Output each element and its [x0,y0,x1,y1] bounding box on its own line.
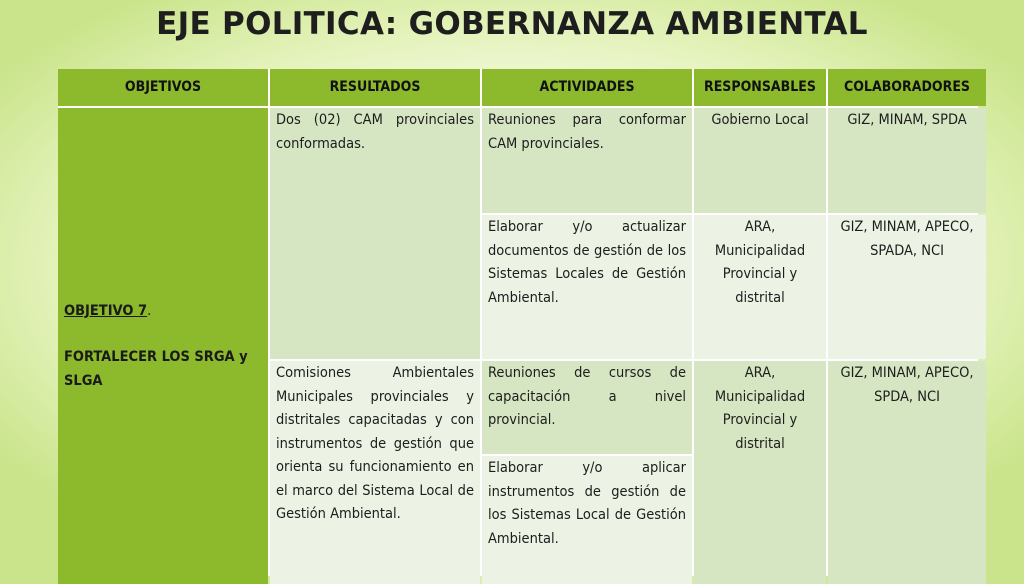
header-colaboradores: COLABORADORES [828,69,986,106]
header-objetivos: OBJETIVOS [58,69,268,106]
activity-cell-3: Reuniones de cursos de capacitación a nivel provincial. [482,361,692,454]
activity-cell-2: Elaborar y/o actualizar documentos de gestión de los Sistemas Locales de Gestión Ambiental. [482,215,692,359]
responsable-cell-2: ARA, Municipalidad Provincial y distrital [694,215,826,359]
governance-table [58,69,978,576]
responsable-cell-1: Gobierno Local [694,108,826,213]
colaborador-cell-3: GIZ, MINAM, APECO, SPDA, NCI [828,361,986,584]
header-resultados: RESULTADOS [270,69,480,106]
colaborador-cell-2: GIZ, MINAM, APECO, SPADA, NCI [828,215,986,359]
page-title: EJE POLITICA: GOBERNANZA AMBIENTAL [156,6,868,42]
result-cell-2: Comisiones Ambientales Municipales provinciales y distritales capacitadas y con instrumentos de gestión que orienta su funcionamiento en el marco del Sistema Local de Gestión Ambiental. [270,361,480,584]
objective-description: FORTALECER LOS SRGA y SLGA [64,349,248,389]
header-actividades: ACTIVIDADES [482,69,692,106]
objective-text [64,300,262,394]
objective-code-suffix: . [147,302,152,319]
result-cell-1: Dos (02) CAM provinciales conformadas. [270,108,480,359]
activity-cell-1: Reuniones para conformar CAM provinciales. [482,108,692,213]
objective-code: OBJETIVO 7 [64,302,148,319]
responsable-cell-3: ARA, Municipalidad Provincial y distrital [694,361,826,584]
activity-cell-4: Elaborar y/o aplicar instrumentos de gestión de los Sistemas Local de Gestión Ambiental. [482,456,692,584]
objective-cell [58,108,268,584]
colaborador-cell-1: GIZ, MINAM, SPDA [828,108,986,213]
header-responsables: RESPONSABLES [694,69,826,106]
